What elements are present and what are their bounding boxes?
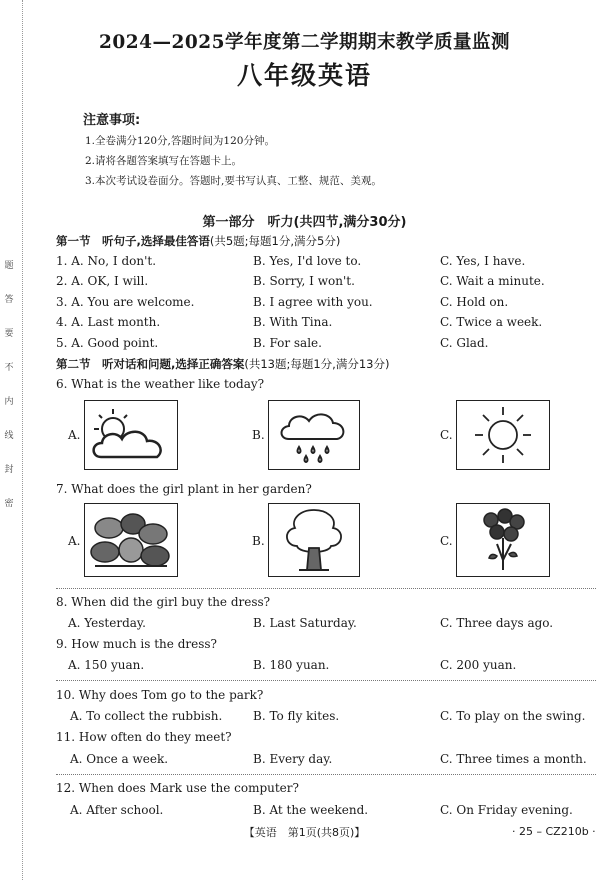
question-10: 10. Why does Tom go to the park?: [56, 688, 264, 702]
label-a: A.: [68, 534, 81, 548]
side-warning: [2, 262, 16, 534]
label-b: B.: [252, 428, 265, 442]
option-b: B. For sale.: [253, 336, 322, 350]
divider: [56, 774, 596, 775]
option-b: B. At the weekend.: [253, 803, 369, 817]
option-c: C. Twice a week.: [440, 315, 543, 329]
label-c: C.: [440, 428, 453, 442]
section2-title: [56, 356, 389, 372]
option-a: A. Yesterday.: [68, 616, 146, 630]
exam-title: 2024—2025学年度第二学期期末教学质量监测: [99, 32, 510, 53]
question-6: 6. What is the weather like today?: [56, 377, 265, 391]
note-item: 3.本次考试设卷面分。答题时,要书写认真、工整、规范、美观。: [85, 175, 382, 187]
option-a: 1. A. No, I don't.: [56, 254, 157, 268]
side-char: 内: [4, 397, 14, 407]
section2-name: 第二节 听对话和问题,选择正确答案: [56, 357, 245, 371]
binding-line: [22, 0, 24, 880]
option-a: 3. A. You are welcome.: [56, 295, 195, 309]
option-b: B. Sorry, I won't.: [253, 274, 355, 288]
option-c: C. On Friday evening.: [440, 803, 573, 817]
side-char: 答: [4, 295, 14, 305]
question-7: 7. What does the girl plant in her garden?: [56, 482, 312, 496]
subject-title: 八年级英语: [236, 61, 372, 90]
option-b: B. I agree with you.: [253, 295, 373, 309]
section1-info: (共5题;每题1分,满分5分): [209, 234, 341, 248]
side-char: 题: [4, 261, 14, 271]
option-b: B. Yes, I'd love to.: [253, 254, 362, 268]
option-a: A. Once a week.: [70, 752, 169, 766]
option-a: A. To collect the rubbish.: [70, 709, 223, 723]
side-char: 要: [4, 329, 14, 339]
option-c: C. To play on the swing.: [440, 709, 586, 723]
question-9: 9. How much is the dress?: [56, 637, 217, 651]
cloudy-sun-icon: [84, 400, 178, 470]
label-a: A.: [68, 428, 81, 442]
question-8: 8. When did the girl buy the dress?: [56, 595, 271, 609]
page-footer: 【英语 第1页(共8页)】: [243, 826, 366, 839]
option-b: B. Last Saturday.: [253, 616, 357, 630]
side-char: 密: [4, 499, 14, 509]
label-b: B.: [252, 534, 265, 548]
notes-heading: 注意事项:: [83, 113, 141, 128]
tree-icon: [268, 503, 360, 577]
divider: [56, 680, 596, 681]
paper-code: · 25 – CZ210b ·: [512, 825, 596, 838]
option-a: A. After school.: [70, 803, 164, 817]
option-a: 4. A. Last month.: [56, 315, 161, 329]
option-a: 5. A. Good point.: [56, 336, 159, 350]
note-item: 1.全卷满分120分,答题时间为120分钟。: [85, 135, 275, 147]
section1-title: [56, 233, 340, 249]
option-c: C. Three times a month.: [440, 752, 587, 766]
question-12: 12. When does Mark use the computer?: [56, 781, 299, 795]
option-c: C. Wait a minute.: [440, 274, 545, 288]
option-c: C. Hold on.: [440, 295, 509, 309]
label-c: C.: [440, 534, 453, 548]
note-item: 2.请将各题答案填写在答题卡上。: [85, 155, 243, 167]
option-c: C. Glad.: [440, 336, 489, 350]
option-c: C. 200 yuan.: [440, 658, 517, 672]
side-char: 不: [4, 363, 14, 373]
divider: [56, 588, 596, 589]
sun-icon: [456, 400, 550, 470]
option-b: B. To fly kites.: [253, 709, 340, 723]
option-b: B. With Tina.: [253, 315, 333, 329]
question-11: 11. How often do they meet?: [56, 730, 232, 744]
rain-cloud-icon: [268, 400, 360, 470]
option-b: B. 180 yuan.: [253, 658, 330, 672]
section1-name: 第一节 听句子,选择最佳答语: [56, 234, 210, 248]
option-a: 2. A. OK, I will.: [56, 274, 149, 288]
roses-icon: [456, 503, 550, 577]
part-title: 第一部分 听力(共四节,满分30分): [202, 215, 407, 230]
option-a: A. 150 yuan.: [68, 658, 145, 672]
side-char: 封: [4, 465, 14, 475]
side-char: 线: [4, 431, 14, 441]
vegetables-icon: [84, 503, 178, 577]
section2-info: (共13题;每题1分,满分13分): [244, 357, 390, 371]
option-c: C. Yes, I have.: [440, 254, 526, 268]
option-b: B. Every day.: [253, 752, 333, 766]
option-c: C. Three days ago.: [440, 616, 554, 630]
